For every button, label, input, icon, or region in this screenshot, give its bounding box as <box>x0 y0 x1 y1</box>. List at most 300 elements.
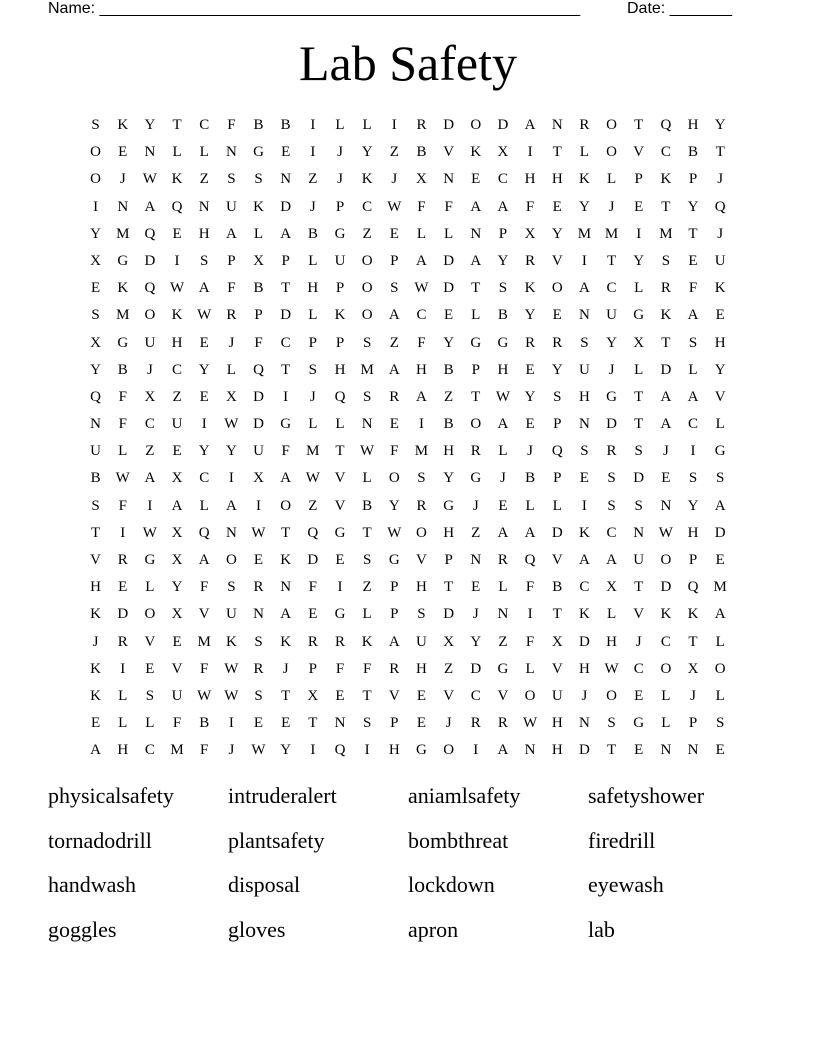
grid-cell: A <box>524 117 536 133</box>
grid-cell: V <box>551 252 563 269</box>
grid-cell: C <box>172 361 183 378</box>
grid-cell: B <box>443 361 454 378</box>
grid-cell: T <box>606 252 617 269</box>
grid-cell: J <box>228 334 235 351</box>
grid-cell: A <box>144 470 156 487</box>
grid-cell: C <box>144 416 155 433</box>
grid-cell: K <box>225 633 237 650</box>
grid-cell: H <box>388 742 400 759</box>
grid-cell: Y <box>606 334 617 351</box>
grid-cell: E <box>172 633 182 650</box>
grid-cell: S <box>227 579 236 596</box>
grid-cell: N <box>687 742 699 759</box>
grid-cell: O <box>470 117 482 133</box>
word-item: safetyshower <box>588 783 705 808</box>
grid-cell: Q <box>90 388 101 405</box>
grid-cell: L <box>525 660 535 677</box>
grid-cell: M <box>116 225 130 242</box>
grid-cell: K <box>90 660 101 677</box>
grid-cell: Y <box>90 361 101 378</box>
grid-cell: H <box>606 633 617 650</box>
grid-cell: X <box>171 524 183 541</box>
grid-cell: I <box>228 470 234 487</box>
grid-cell: Z <box>362 579 372 596</box>
grid-cell: H <box>551 171 563 188</box>
grid-cell: L <box>606 606 617 623</box>
grid-cell: I <box>581 497 587 514</box>
grid-cell: S <box>362 552 372 568</box>
grid-cell: N <box>225 524 237 541</box>
grid-cell: Z <box>308 497 318 514</box>
grid-cell: W <box>197 307 212 324</box>
grid-cell: A <box>497 198 509 215</box>
grid-cell: Q <box>144 225 156 242</box>
grid-cell: X <box>687 660 699 677</box>
grid-cell: K <box>280 633 292 650</box>
grid-cell: Y <box>198 361 210 378</box>
grid-cell: A <box>280 470 292 487</box>
grid-cell: T <box>715 144 725 161</box>
grid-cell: U <box>606 307 617 324</box>
grid-cell: N <box>280 171 292 188</box>
grid-cell: G <box>497 334 509 351</box>
grid-cell: F <box>172 715 182 732</box>
grid-cell: D <box>578 742 590 759</box>
grid-cell: B <box>117 361 128 378</box>
grid-cell: W <box>251 524 266 541</box>
grid-cell: L <box>335 416 345 433</box>
grid-cell: Y <box>171 579 183 596</box>
grid-cell: Q <box>660 117 672 133</box>
grid-cell: E <box>335 687 345 704</box>
grid-cell: N <box>198 198 210 215</box>
word-item: apron <box>408 916 459 942</box>
grid-row <box>82 248 734 275</box>
grid-cell: A <box>470 252 482 269</box>
grid-cell: Q <box>198 524 210 541</box>
grid-cell: R <box>497 552 508 568</box>
grid-cell: Z <box>172 388 182 405</box>
grid-cell: S <box>362 388 372 405</box>
grid-cell: C <box>362 198 373 215</box>
grid-cell: E <box>389 225 399 242</box>
grid-cell: L <box>498 579 508 596</box>
grid-cell: Y <box>443 334 455 351</box>
grid-cell: P <box>553 416 562 433</box>
grid-row <box>82 330 734 357</box>
grid-cell: R <box>416 117 427 133</box>
grid-row <box>82 411 734 438</box>
grid-cell: L <box>118 443 128 460</box>
grid-cell: J <box>527 443 533 460</box>
grid-cell: J <box>662 443 669 460</box>
grid-row <box>82 194 734 221</box>
grid-cell: A <box>497 416 509 433</box>
grid-cell: B <box>525 470 536 487</box>
grid-cell: A <box>171 497 183 514</box>
grid-cell: O <box>443 742 455 759</box>
grid-cell: U <box>90 443 101 460</box>
grid-cell: L <box>606 171 617 188</box>
grid-cell: E <box>552 198 562 215</box>
grid-cell: W <box>658 524 673 541</box>
grid-cell: C <box>199 117 210 133</box>
grid-cell: D <box>253 388 264 405</box>
grid-cell: D <box>443 606 455 623</box>
grid-cell: T <box>471 280 481 297</box>
grid-cell: S <box>634 443 643 460</box>
grid-cell: H <box>90 579 101 596</box>
grid-cell: Z <box>199 171 209 188</box>
grid-cell: V <box>497 687 509 704</box>
grid-cell: L <box>226 361 236 378</box>
grid-cell: A <box>578 552 590 568</box>
grid-cell: E <box>118 144 128 161</box>
grid-cell: E <box>715 307 725 324</box>
grid-cell: D <box>660 361 672 378</box>
grid-cell: J <box>309 198 316 215</box>
grid-row <box>82 601 734 628</box>
grid-cell: A <box>198 280 210 297</box>
grid-cell: A <box>714 497 726 514</box>
grid-cell: W <box>387 198 402 215</box>
grid-cell: U <box>225 606 237 623</box>
grid-cell: F <box>444 198 453 215</box>
grid-cell: J <box>337 171 343 188</box>
grid-cell: K <box>90 687 101 704</box>
grid-cell: T <box>362 524 372 541</box>
grid-cell: S <box>688 334 698 351</box>
grid-cell: Y <box>225 443 237 460</box>
grid-cell: O <box>144 307 156 324</box>
grid-cell: S <box>390 280 399 297</box>
grid-cell: U <box>416 633 427 650</box>
grid-cell: Q <box>524 552 536 568</box>
grid-row <box>82 520 734 547</box>
grid-cell: B <box>362 497 373 514</box>
grid-cell: E <box>308 606 318 623</box>
grid-cell: T <box>281 524 291 541</box>
grid-cell: O <box>660 552 672 568</box>
grid-cell: E <box>199 334 209 351</box>
grid-cell: H <box>334 361 346 378</box>
grid-cell: N <box>470 552 482 568</box>
grid-cell: F <box>118 416 127 433</box>
grid-cell: R <box>253 660 264 677</box>
grid-cell: Y <box>551 361 563 378</box>
grid-cell: P <box>335 280 345 297</box>
grid-cell: N <box>144 144 156 161</box>
grid-cell: N <box>117 198 129 215</box>
grid-cell: J <box>717 171 724 188</box>
grid-row <box>82 357 734 384</box>
grid-cell: T <box>606 742 617 759</box>
grid-cell: Y <box>524 388 536 405</box>
grid-cell: T <box>661 198 671 215</box>
grid-cell: Z <box>389 144 399 161</box>
grid-cell: A <box>660 388 672 405</box>
grid-cell: W <box>387 524 402 541</box>
grid-cell: Y <box>714 117 726 133</box>
grid-cell: G <box>280 416 292 433</box>
grid-cell: K <box>334 307 346 324</box>
grid-cell: A <box>497 742 509 759</box>
grid-cell: I <box>310 742 316 759</box>
grid-cell: D <box>714 524 726 541</box>
grid-cell: L <box>172 144 182 161</box>
grid-cell: X <box>524 225 536 242</box>
grid-cell: P <box>308 334 317 351</box>
grid-cell: W <box>197 687 212 704</box>
grid-cell: G <box>334 606 346 623</box>
grid-cell: J <box>445 715 452 732</box>
word-item: goggles <box>48 916 117 942</box>
grid-cell: T <box>634 388 644 405</box>
grid-cell: W <box>224 416 239 433</box>
grid-cell: W <box>169 280 185 297</box>
grid-cell: I <box>527 144 533 161</box>
grid-cell: N <box>633 524 645 541</box>
grid-cell: L <box>634 361 644 378</box>
grid-cell: M <box>306 443 320 460</box>
grid-cell: E <box>634 198 644 215</box>
grid-cell: K <box>280 552 292 568</box>
grid-cell: S <box>254 633 263 650</box>
grid-cell: V <box>551 552 563 568</box>
grid-cell: L <box>498 443 508 460</box>
grid-cell: N <box>280 579 292 596</box>
page-title: Lab Safety <box>299 35 517 91</box>
grid-cell: C <box>688 416 699 433</box>
grid-cell: I <box>364 742 370 759</box>
grid-cell: A <box>416 252 427 269</box>
grid-cell: M <box>577 225 592 242</box>
grid-cell: I <box>581 252 587 269</box>
grid-cell: W <box>142 524 157 541</box>
word-item: gloves <box>228 916 286 942</box>
grid-cell: X <box>144 388 156 405</box>
grid-cell: L <box>118 687 128 704</box>
grid-row <box>82 221 734 248</box>
grid-cell: O <box>524 687 536 704</box>
grid-cell: L <box>715 633 725 650</box>
word-item: lockdown <box>408 872 495 897</box>
grid-cell: R <box>606 443 617 460</box>
grid-cell: W <box>224 660 239 677</box>
word-row <box>48 912 788 957</box>
grid-cell: F <box>390 443 399 460</box>
grid-cell: E <box>498 497 508 514</box>
grid-cell: J <box>472 497 479 514</box>
grid-cell: V <box>633 144 645 161</box>
grid-cell: H <box>443 443 455 460</box>
grid-cell: C <box>660 633 671 650</box>
grid-cell: P <box>281 252 290 269</box>
grid-cell: Q <box>714 198 726 215</box>
grid-cell: X <box>253 252 264 269</box>
grid-cell: M <box>713 579 727 596</box>
grid-cell: T <box>634 579 644 596</box>
grid-cell: H <box>416 579 427 596</box>
grid-cell: K <box>361 633 373 650</box>
grid-cell: P <box>688 715 698 732</box>
grid-cell: U <box>334 252 346 269</box>
grid-cell: R <box>117 552 128 568</box>
grid-cell: A <box>416 388 427 405</box>
grid-cell: V <box>633 606 645 623</box>
grid-row <box>82 574 734 601</box>
grid-row <box>82 275 734 302</box>
grid-cell: B <box>280 117 291 133</box>
grid-cell: E <box>281 144 291 161</box>
grid-cell: T <box>281 361 291 378</box>
word-item: intruderalert <box>228 783 337 808</box>
grid-cell: E <box>552 307 562 324</box>
grid-cell: U <box>225 198 237 215</box>
grid-cell: E <box>416 715 427 732</box>
grid-cell: X <box>606 579 617 596</box>
grid-cell: X <box>497 144 509 161</box>
grid-cell: L <box>199 144 209 161</box>
grid-cell: L <box>579 144 589 161</box>
grid-cell: S <box>661 252 671 269</box>
grid-cell: L <box>471 307 481 324</box>
grid-row <box>82 302 734 329</box>
grid-cell: B <box>688 144 699 161</box>
grid-cell: C <box>470 687 481 704</box>
grid-cell: I <box>690 443 696 460</box>
word-item: tornadodrill <box>48 827 152 853</box>
grid-cell: L <box>308 252 318 269</box>
word-item: bombthreat <box>408 827 509 853</box>
grid-cell: F <box>200 742 209 759</box>
grid-cell: H <box>551 715 563 732</box>
grid-cell: H <box>687 117 699 133</box>
grid-cell: C <box>199 470 210 487</box>
grid-cell: Q <box>551 443 563 460</box>
grid-cell: I <box>93 198 99 215</box>
grid-cell: I <box>147 497 153 514</box>
grid-cell: P <box>390 606 399 623</box>
grid-cell: E <box>634 742 644 759</box>
grid-cell: F <box>308 579 317 596</box>
grid-cell: F <box>254 334 263 351</box>
grid-cell: Z <box>498 633 508 650</box>
grid-cell: A <box>687 307 699 324</box>
grid-cell: K <box>714 280 726 297</box>
grid-cell: A <box>198 552 210 568</box>
grid-cell: L <box>253 225 264 242</box>
grid-cell: P <box>390 252 399 269</box>
grid-cell: C <box>144 742 155 759</box>
grid-cell: H <box>524 171 536 188</box>
header <box>0 0 816 20</box>
grid-cell: N <box>578 416 590 433</box>
grid-cell: E <box>525 416 535 433</box>
grid-cell: B <box>416 144 427 161</box>
grid-cell: P <box>390 715 399 732</box>
grid-cell: Y <box>470 633 482 650</box>
grid-cell: C <box>606 524 617 541</box>
grid-cell: R <box>470 443 481 460</box>
grid-cell: J <box>500 470 506 487</box>
grid-cell: N <box>578 307 590 324</box>
grid-cell: Z <box>444 660 454 677</box>
grid-cell: X <box>416 171 427 188</box>
grid-cell: I <box>636 225 642 242</box>
grid-cell: I <box>391 117 397 133</box>
grid-cell: E <box>335 552 345 568</box>
grid-cell: V <box>198 606 210 623</box>
grid-cell: V <box>334 497 346 514</box>
grid-cell: V <box>443 144 455 161</box>
grid-cell: L <box>362 606 372 623</box>
grid-cell: Z <box>471 524 481 541</box>
grid-cell: X <box>307 687 319 704</box>
grid-cell: P <box>390 579 399 596</box>
grid-cell: K <box>578 524 590 541</box>
grid-cell: T <box>281 687 291 704</box>
grid-cell: S <box>553 388 562 405</box>
grid-cell: Q <box>307 524 319 541</box>
grid-cell: S <box>580 443 589 460</box>
grid-cell: R <box>525 252 536 269</box>
grid-cell: A <box>388 633 400 650</box>
grid-cell: M <box>197 633 211 650</box>
grid-cell: W <box>251 742 266 759</box>
grid-cell: Y <box>144 117 156 133</box>
grid-cell: J <box>717 225 724 242</box>
grid-cell: H <box>497 361 509 378</box>
grid-cell: R <box>525 334 536 351</box>
grid-cell: D <box>443 252 455 269</box>
grid-cell: P <box>553 470 562 487</box>
grid-cell: L <box>118 715 128 732</box>
grid-cell: O <box>606 144 617 161</box>
word-item: disposal <box>228 872 301 897</box>
grid-cell: R <box>389 388 400 405</box>
grid-cell: K <box>660 307 672 324</box>
grid-cell: P <box>335 334 345 351</box>
grid-cell: Y <box>497 252 509 269</box>
grid-cell: D <box>551 524 563 541</box>
grid-cell: R <box>660 280 671 297</box>
grid-cell: O <box>470 416 482 433</box>
grid-cell: A <box>470 198 482 215</box>
grid-cell: W <box>360 443 375 460</box>
word-row <box>48 823 788 868</box>
grid-cell: A <box>687 388 699 405</box>
grid-row <box>82 547 734 574</box>
grid-cell: A <box>524 524 536 541</box>
grid-cell: J <box>146 361 153 378</box>
grid-cell: S <box>607 497 616 514</box>
grid-cell: H <box>171 334 183 351</box>
grid-row <box>82 139 734 166</box>
grid-cell: M <box>170 742 184 759</box>
grid-cell: N <box>225 144 237 161</box>
word-item: lab <box>588 916 615 942</box>
grid-cell: N <box>90 416 101 433</box>
grid-cell: E <box>281 715 291 732</box>
grid-cell: I <box>120 660 126 677</box>
grid-cell: O <box>361 307 373 324</box>
grid-cell: G <box>714 443 726 460</box>
grid-cell: D <box>497 117 509 133</box>
grid-cell: F <box>688 280 698 297</box>
grid-cell: E <box>471 171 481 188</box>
grid-cell: I <box>174 252 180 269</box>
